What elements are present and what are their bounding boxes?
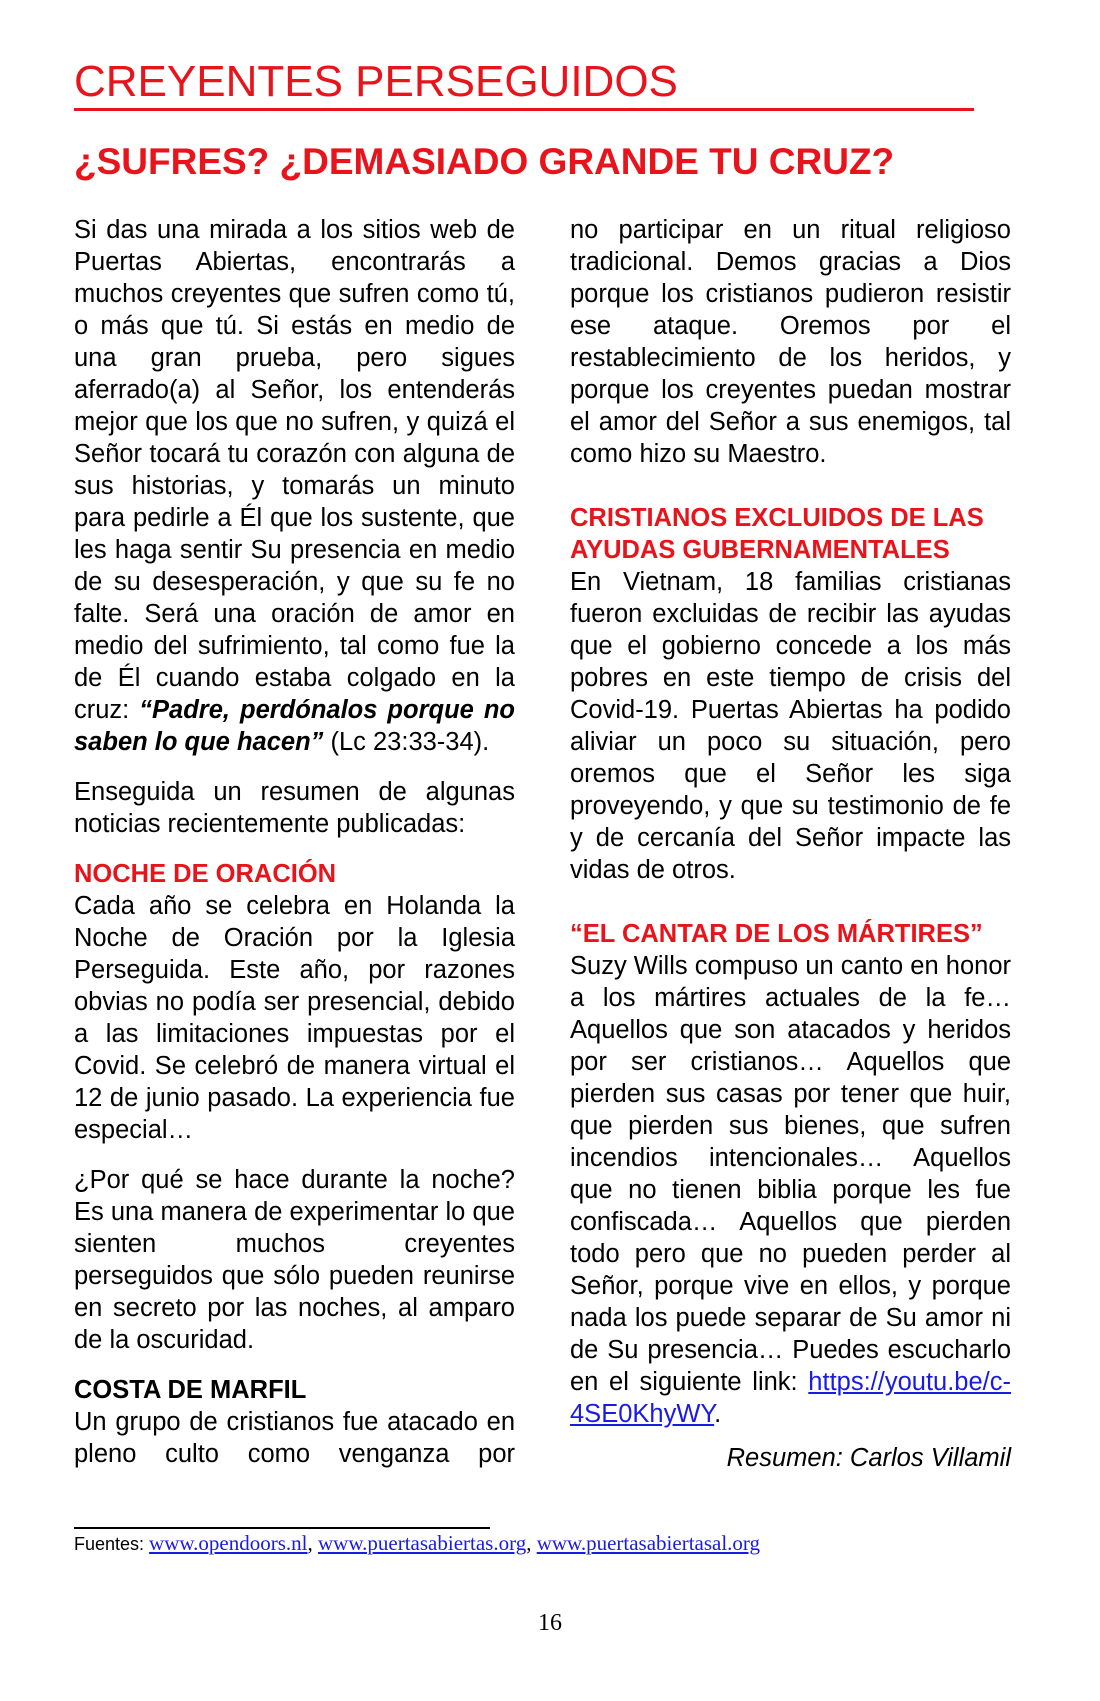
cristianos-heading: CRISTIANOS EXCLUIDOS DE LAS AYUDAS GUBERNAMENTALES	[570, 504, 984, 564]
noche-paragraph-2: ¿Por qué se hace durante la noche? Es una manera de experimentar lo que sienten muchos creyentes perseguidos que sólo pueden reunirse en secreto por las noches, al amparo de la oscuridad.	[74, 1166, 515, 1354]
right-column	[570, 214, 1011, 1474]
bible-quote: “Padre, perdónalos porque no saben lo que hacen”	[74, 696, 515, 756]
costa-paragraph-continued: no participar en un ritual religioso tradicional. Demos gracias a Dios porque los cristianos pudieron resistir ese ataque. Oremos por el restablecimiento de los heridos, y porque los creyentes puedan mostrar el amor del Señor a sus enemigos, tal como hizo su Maestro.	[570, 216, 1011, 468]
left-column	[74, 214, 515, 1470]
cantar-text: Suzy Wills compuso un canto en honor a los mártires actuales de la fe… Aquellos que son atacados y heridos por ser cristianos… Aquellos que pierden sus casas por tener que huir, que pierden sus bienes, que sufren incendios intencionales… Aquellos que no tienen biblia porque les fue confiscada… Aquellos que pierden todo pero que no pueden perder al Señor, porque vive en ellos, y porque nada los puede separar de Su amor ni de Su presencia… Puedes escucharlo en el siguiente link:	[570, 952, 1011, 1396]
noche-heading: NOCHE DE ORACIÓN	[74, 860, 337, 888]
footnote-label: Fuentes:	[74, 1534, 150, 1554]
footnote-rule	[74, 1527, 490, 1529]
article-headline: ¿SUFRES? ¿DEMASIADO GRANDE TU CRUZ?	[74, 141, 895, 182]
cantar-end: .	[714, 1400, 722, 1428]
cantar-heading: “EL CANTAR DE LOS MÁRTIRES”	[570, 920, 983, 948]
costa-heading: COSTA DE MARFIL	[74, 1376, 307, 1404]
footnote-separator: ,	[307, 1531, 319, 1555]
source-link-puertasabiertas[interactable]: www.puertasabiertas.org	[318, 1531, 527, 1555]
author-credit: Resumen: Carlos Villamil	[726, 1444, 1011, 1472]
intro-paragraph	[74, 214, 515, 758]
cristianos-paragraph: En Vietnam, 18 familias cristianas fueron excluidas de recibir las ayudas que el gobierno concede a los más pobres en este tiempo de crisis del Covid-19. Puertas Abiertas ha podido aliviar un poco su situación, pero oremos que el Señor les siga proveyendo, y que su testimonio de fe y de cercanía del Señor impacte las vidas de otros.	[570, 568, 1011, 884]
source-link-puertasabiertasal[interactable]: www.puertasabiertasal.org	[536, 1531, 761, 1555]
section-title: CREYENTES PERSEGUIDOS	[74, 56, 974, 111]
summary-intro: Enseguida un resumen de algunas noticias recientemente publicadas:	[74, 778, 515, 838]
source-link-opendoors[interactable]: www.opendoors.nl	[149, 1531, 308, 1555]
page-number: 16	[538, 1610, 562, 1636]
intro-text: Si das una mirada a los sitios web de Puertas Abiertas, encontrarás a muchos creyentes que sufren como tú, o más que tú. Si estás en medio de una gran prueba, pero sigues aferrado(a) al Señor, los entenderás mejor que los que no sufren, y quizá el Señor tocará tu corazón con alguna de sus historias, y tomarás un minuto para pedirle a Él que los sustente, que les haga sentir Su presencia en medio de su desesperación, y que su fe no falte. Será una oración de amor en medio del sufrimiento, tal como fue la de Él cuando estaba colgado en la cruz:	[74, 216, 515, 724]
bible-reference: (Lc 23:33-34).	[323, 728, 490, 756]
costa-paragraph: Un grupo de cristianos fue atacado en pleno culto como venganza por	[74, 1408, 515, 1468]
youtube-link[interactable]: https://youtu.be/c-4SE0KhyWY	[570, 1368, 1011, 1428]
cantar-paragraph	[570, 950, 1011, 1430]
footnote-separator: ,	[526, 1531, 537, 1555]
noche-paragraph-1: Cada año se celebra en Holanda la Noche de Oración por la Iglesia Perseguida. Este año, por razones obvias no podía ser presencial, debido a las limitaciones impuestas por el Covid. Se celebró de manera virtual el 12 de junio pasado. La experiencia fue especial…	[74, 892, 515, 1144]
footnote	[74, 1530, 1034, 1557]
